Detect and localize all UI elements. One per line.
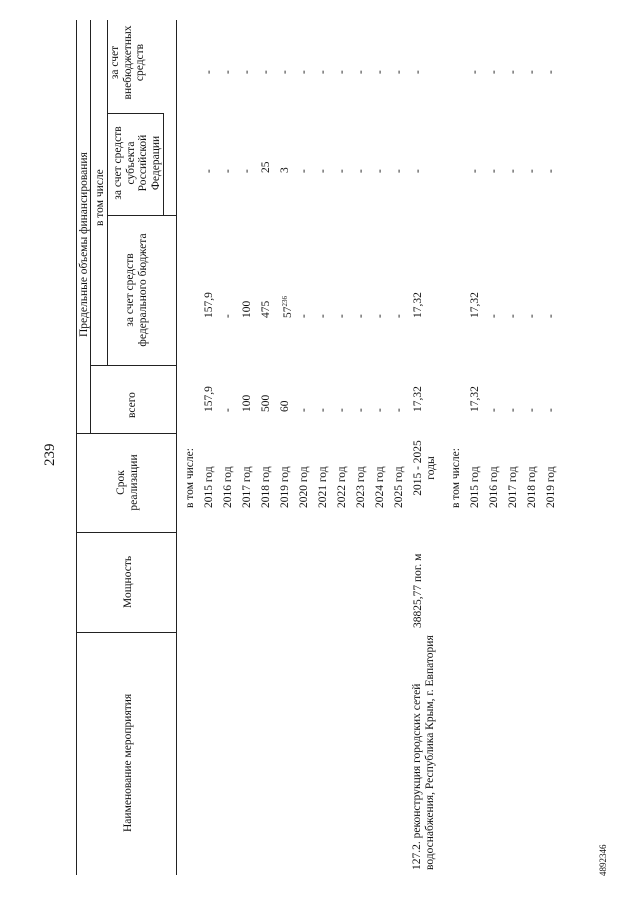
header-name: Наименование мероприятия xyxy=(122,693,134,832)
cell-extra: - xyxy=(545,70,557,74)
row-term: 2019 год xyxy=(279,466,291,508)
cell-subject: - xyxy=(526,169,538,173)
cell-total: 60 xyxy=(279,400,291,412)
cell-extra: - xyxy=(336,70,348,74)
cell-total: - xyxy=(222,408,234,412)
cell-extra: - xyxy=(279,70,291,74)
cell-subject: - xyxy=(393,169,405,173)
header-term: Срок реализации xyxy=(115,454,140,511)
cell-subject: - xyxy=(203,169,215,173)
cell-total: - xyxy=(317,408,329,412)
row-term: 2018 год xyxy=(260,466,272,508)
row-term: 2022 год xyxy=(336,466,348,508)
header-federal: за счет средств федерального бюджета xyxy=(124,233,149,347)
cell-subject: - xyxy=(469,169,481,173)
row-term: 2016 год xyxy=(488,466,500,508)
cell-federal: - xyxy=(488,314,500,318)
cell-federal: - xyxy=(336,314,348,318)
row-term: 2017 год xyxy=(507,466,519,508)
cell-total: - xyxy=(336,408,348,412)
cell-total: - xyxy=(355,408,367,412)
cell-federal: 100 xyxy=(241,300,253,318)
cell-subject: - xyxy=(488,169,500,173)
cell-federal: - xyxy=(507,314,519,318)
cell-extra: - xyxy=(222,70,234,74)
cell-subject: - xyxy=(355,169,367,173)
cell-extra: - xyxy=(374,70,386,74)
cell-subject: - xyxy=(545,169,557,173)
cell-extra: - xyxy=(203,70,215,74)
cell-subject: - xyxy=(298,169,310,173)
cell-federal: - xyxy=(222,314,234,318)
header-subject: за счет средств субъекта Российской Федерации xyxy=(112,126,162,200)
measure-name: 127.2. реконструкция городских сетей водоснабжения, Республика Крым, г. Евпатория xyxy=(411,635,436,870)
cell-federal: - xyxy=(355,314,367,318)
cell-extra: - xyxy=(488,70,500,74)
cell-extra: - xyxy=(507,70,519,74)
row-term: 2015 год xyxy=(469,466,481,508)
cell-extra: - xyxy=(355,70,367,74)
cell-federal: - xyxy=(298,314,310,318)
cell-federal: $57^{236}$ xyxy=(281,296,294,318)
cell-federal: - xyxy=(545,314,557,318)
cell-total: - xyxy=(393,408,405,412)
cell-total: 17,32 xyxy=(412,386,424,412)
header-total: всего xyxy=(126,392,138,418)
cell-federal: 17,32 xyxy=(412,292,424,318)
row-term: 2017 год xyxy=(241,466,253,508)
cell-subject: - xyxy=(412,169,424,173)
cell-total: - xyxy=(526,408,538,412)
cell-total: 500 xyxy=(260,394,272,412)
row-term: 2018 год xyxy=(526,466,538,508)
row-term: 2021 год xyxy=(317,466,329,508)
measure-capacity: 38825,77 пог. м xyxy=(412,553,424,628)
cell-subject: - xyxy=(241,169,253,173)
document-code: 4892346 xyxy=(598,844,608,876)
cell-total: 100 xyxy=(241,394,253,412)
cell-total: - xyxy=(374,408,386,412)
total-divider xyxy=(90,365,176,366)
cell-federal: - xyxy=(317,314,329,318)
term-financing-divider xyxy=(76,433,176,434)
cell-extra: - xyxy=(260,70,272,74)
cell-extra: - xyxy=(317,70,329,74)
row-term: 2024 год xyxy=(374,466,386,508)
row-term: 2023 год xyxy=(355,466,367,508)
page-number: 239 xyxy=(42,443,58,466)
cell-federal: - xyxy=(393,314,405,318)
footnote-ref: 236 xyxy=(281,296,289,307)
cell-total: 157,9 xyxy=(203,386,215,412)
row-term: 2019 год xyxy=(545,466,557,508)
row-term: 2020 год xyxy=(298,466,310,508)
cell-subject: - xyxy=(336,169,348,173)
subject-header-bottom xyxy=(163,113,164,215)
cell-subject: 25 xyxy=(260,161,272,173)
name-capacity-divider xyxy=(76,632,176,633)
row-term: в том числе: xyxy=(184,448,196,508)
row-term: 2015 год xyxy=(203,466,215,508)
cell-federal: - xyxy=(526,314,538,318)
cell-extra: - xyxy=(412,70,424,74)
row-term: 2015 - 2025 годы xyxy=(412,440,437,496)
cell-total: - xyxy=(298,408,310,412)
cell-total: - xyxy=(507,408,519,412)
cell-subject: - xyxy=(222,169,234,173)
cell-subject: - xyxy=(317,169,329,173)
cell-extra: - xyxy=(298,70,310,74)
cell-federal: 17,32 xyxy=(469,292,481,318)
cell-total: - xyxy=(488,408,500,412)
header-bottom-border xyxy=(176,20,177,875)
cell-subject: - xyxy=(374,169,386,173)
cell-extra: - xyxy=(469,70,481,74)
cell-subject: 3 xyxy=(279,167,291,173)
row-term: 2016 год xyxy=(222,466,234,508)
header-capacity: Мощность xyxy=(122,555,134,608)
cell-federal: 475 xyxy=(260,300,272,318)
federal-subject-divider xyxy=(107,215,176,216)
cell-federal: 157,9 xyxy=(203,292,215,318)
capacity-term-divider xyxy=(76,532,176,533)
table-top-border xyxy=(76,20,77,875)
row-term: в том числе: xyxy=(450,448,462,508)
cell-extra: - xyxy=(393,70,405,74)
cell-total: 17,32 xyxy=(469,386,481,412)
cell-extra: - xyxy=(241,70,253,74)
cell-total: - xyxy=(545,408,557,412)
header-including: в том числе xyxy=(94,169,106,226)
cell-subject: - xyxy=(507,169,519,173)
header-extra: за счет внебюджетных средств xyxy=(109,25,146,100)
cell-extra: - xyxy=(526,70,538,74)
including-divider xyxy=(107,20,108,365)
subject-extra-divider xyxy=(107,113,163,114)
row-term: 2025 год xyxy=(393,466,405,508)
header-financing: Предельные объемы финансирования xyxy=(78,152,90,337)
cell-federal: - xyxy=(374,314,386,318)
